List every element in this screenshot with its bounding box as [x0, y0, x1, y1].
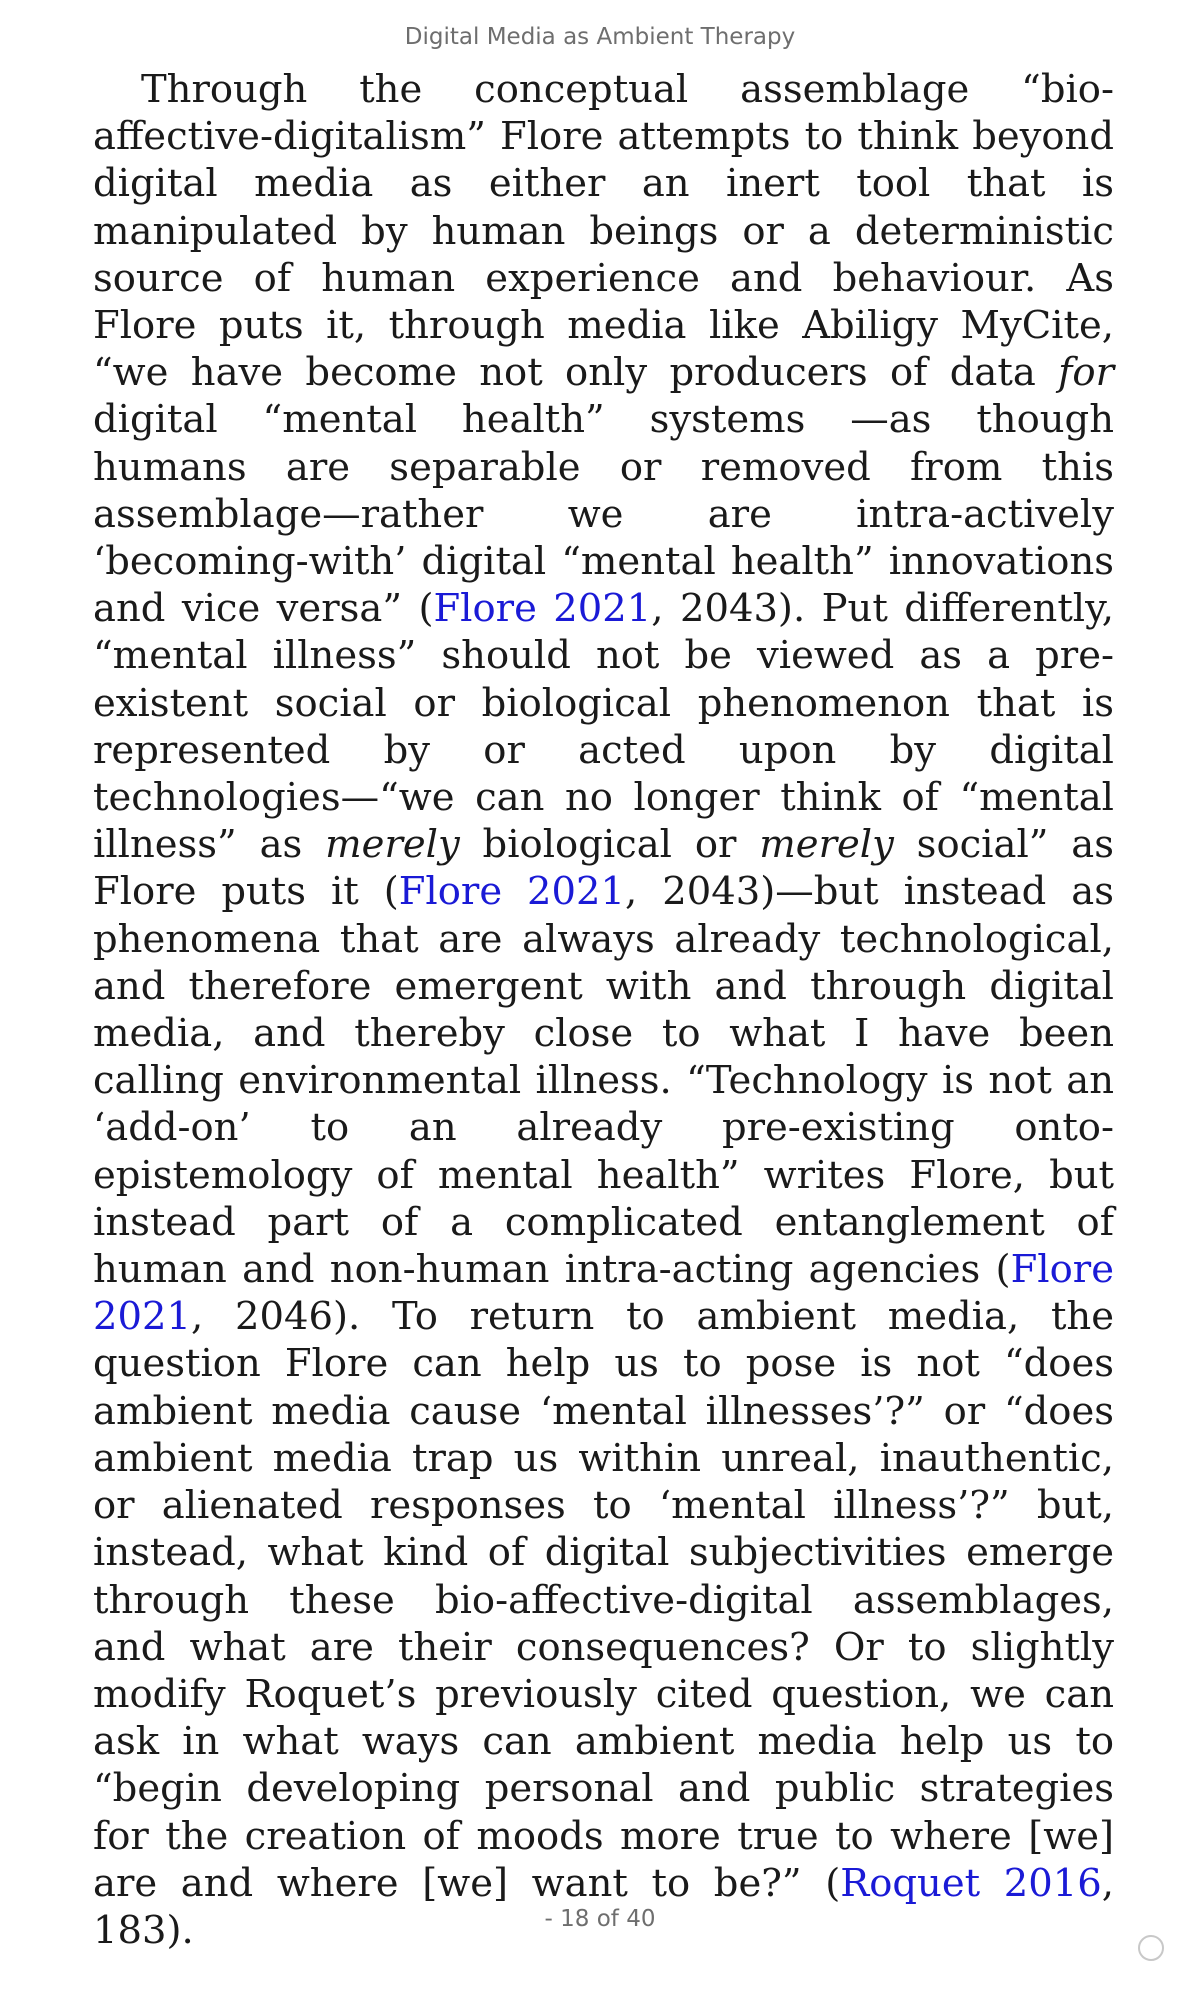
- text-run: , 183).: [93, 1860, 1114, 1953]
- citation-link-flore-2021[interactable]: Flore 2021: [398, 869, 626, 915]
- text-run: social” as Flore puts it (: [93, 822, 1115, 915]
- text-run: , 2043)—but instead as phenomena that are always already technological, and therefore emergent with and through digital media, and thereby close to what I have been calling environmental illness. “Technology is not an ‘add-on’ to an already pre-existing onto-epistemology of mental health” writes Flore, but instead part of a complicated entanglement of human and non-human intra-acting agencies (: [93, 869, 1114, 1293]
- text-run: , 2043). Put differently, “mental illness” should not be viewed as a pre-existent social or biological phenomenon that is represented by or acted upon by digital technologies—“we can no longer think of “mental illness” as: [93, 586, 1114, 868]
- emphasis-text: merely: [325, 822, 460, 868]
- text-run: biological or: [459, 822, 760, 868]
- running-header-title: Digital Media as Ambient Therapy: [404, 24, 796, 50]
- citation-link-flore-2021[interactable]: Flore 2021: [93, 1247, 1114, 1340]
- body-paragraph: [93, 66, 1114, 1954]
- circle-outline-icon[interactable]: [1138, 1935, 1164, 1961]
- page-indicator: - 18 of 40: [544, 1906, 656, 1932]
- text-run: , 2046). To return to ambient media, the question Flore can help us to pose is not “does ambient media cause ‘mental illnesses’?” or “does ambient media trap us within unreal, inauthentic, or alienated responses to ‘mental illness’?” but, instead, what kind of digital subjectivities emerge through these bio-affective-digital assemblages, and what are their consequences? Or to slightly modify Roquet’s previously cited question, we can ask in what ways can ambient media help us to “begin developing personal and public strategies for the creation of moods more true to where [we] are and where [we] want to be?” (: [93, 1294, 1114, 1906]
- text-run: digital “mental health” systems —as though humans are separable or removed from this assemblage—rather we are intra-actively ‘becoming-with’ digital “mental health” innovations and vice versa” (: [93, 397, 1114, 632]
- text-run: Through the conceptual assemblage “bio-affective-digitalism” Flore attempts to think beyond digital media as either an inert tool that is manipulated by human beings or a deterministic source of human experience and behaviour. As Flore puts it, through media like Abiligy MyCite, “we have become not only producers of data: [93, 67, 1114, 396]
- citation-link-roquet-2016[interactable]: Roquet 2016: [840, 1860, 1102, 1906]
- citation-link-flore-2021[interactable]: Flore 2021: [433, 586, 652, 632]
- emphasis-text: for: [1058, 350, 1114, 396]
- emphasis-text: merely: [759, 822, 894, 868]
